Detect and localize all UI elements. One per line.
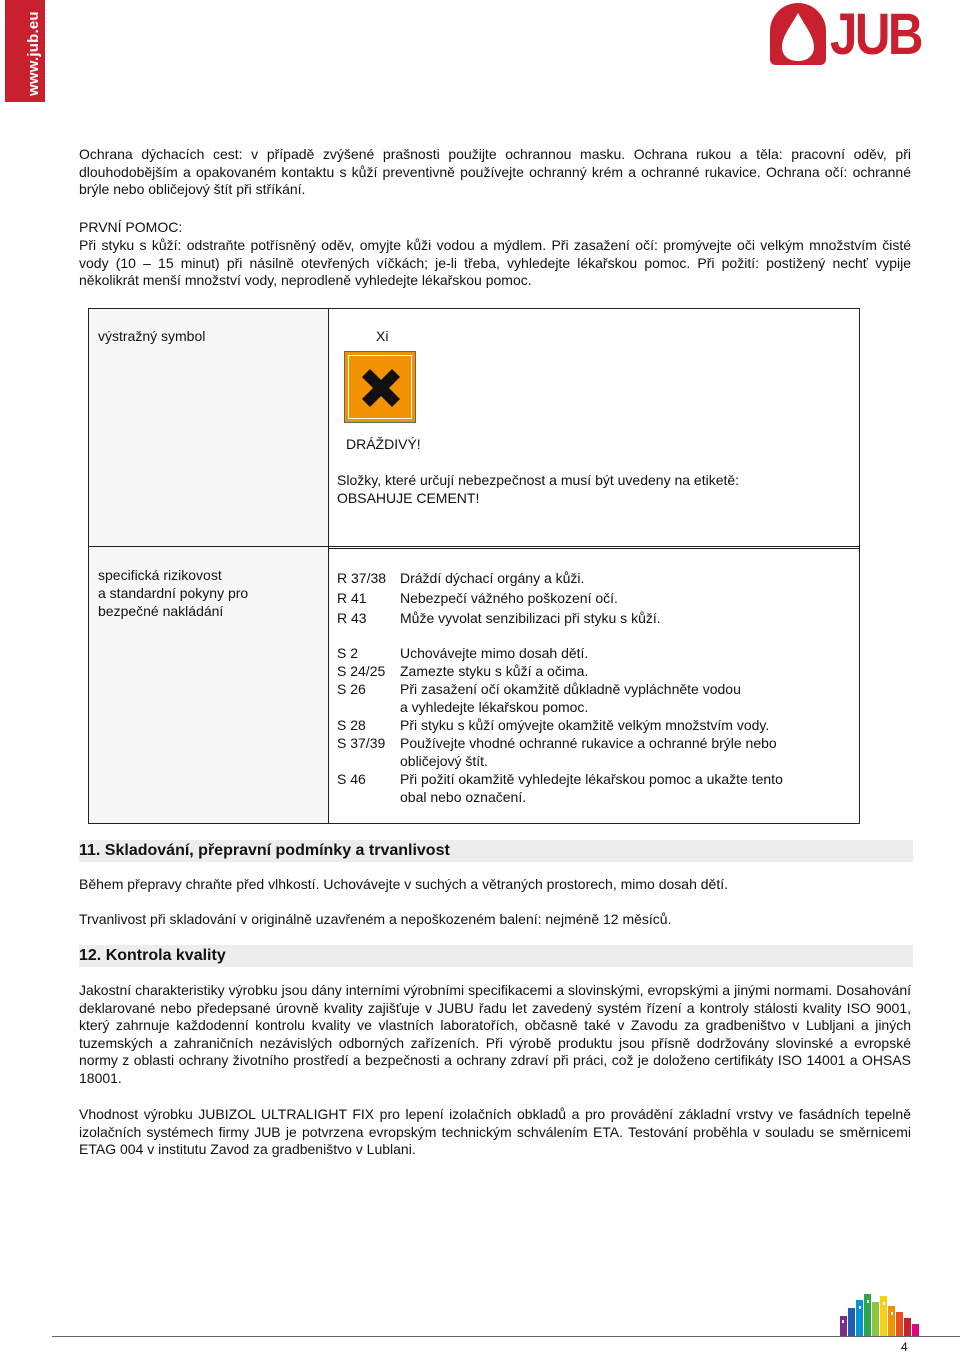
warning-symbol-label-cell (89, 309, 329, 548)
s-phrase-continuation: obličejový štít. (400, 753, 488, 769)
section-12-p2: Vhodnost výrobku JUBIZOL ULTRALIGHT FIX pro lepení izolačních obkladů a pro provádění základní vrstvy ve fasádních tepelně izolačních systémech firmy JUB je potvrzena evropským technickým schválením ETA. Testování proběhla v souladu se směrnicemi ETAG 004 v institutu Zavod za gradbeništvo v Lublani. (79, 1106, 911, 1158)
s-phrase-continuation: obal nebo označení. (400, 789, 527, 805)
s-phrase: S 37/39 Používejte vhodné ochranné rukavice a ochranné brýle nebo (337, 735, 777, 751)
first-aid-title: PRVNÍ POMOC: (79, 219, 183, 235)
section-11-heading: 11. Skladování, přepravní podmínky a trvanlivost (79, 840, 913, 862)
s-phrase: S 2 Uchovávejte mimo dosah dětí. (337, 645, 589, 661)
irritant-cross-icon (344, 351, 416, 423)
risk-label-line: specifická rizikovost (98, 567, 222, 583)
footer-line (52, 1336, 960, 1337)
r-phrase: R 37/38 Dráždí dýchací orgány a kůži. (337, 570, 585, 586)
protection-paragraph: Ochrana dýchacích cest: v případě zvýšené prašnosti použijte ochrannou masku. Ochrana rukou a těla: pracovní oděv, při dlouhodobějším a opakovaném kontaktu s kůží preventivně používejte ochranný krém a ochranné rukavice. Ochrana očí: ochranné brýle nebo obličejový štít při stříkání. (79, 146, 911, 198)
s-phrase: S 26 Při zasažení očí okamžitě důkladně vypláchněte vodou (337, 681, 741, 697)
label-note-line1: Složky, které určují nebezpečnost a musí být uvedeny na etiketě: (337, 472, 740, 488)
warning-symbol-label: výstražný symbol (98, 328, 206, 344)
r-phrase: R 43 Může vyvolat senzibilizaci při styku s kůží. (337, 610, 661, 626)
risk-label-line: bezpečné nakládání (98, 603, 224, 619)
section-11-p2: Trvanlivost při skladování v originálně uzavřeném a nepoškozeném balení: nejméně 12 měsíců. (79, 911, 672, 927)
r-phrase: R 41 Nebezpečí vážného poškození očí. (337, 590, 618, 606)
warning-symbol-table (88, 308, 860, 549)
s-phrase-continuation: a vyhledejte lékařskou pomoc. (400, 699, 589, 715)
symbol-code: Xi (376, 328, 389, 344)
website-tab (5, 0, 45, 102)
page-number: 4 (901, 1340, 908, 1354)
risk-label-line: a standardní pokyny pro (98, 585, 249, 601)
section-12-p1: Jakostní charakteristiky výrobku jsou dány interními výrobními specifikacemi a slovinskými, evropskými a jinými normami. Dosahování deklarované nebo předepsané úrovně kvality zajišťuje v JUBU řadu let zavedený systém řízení a kontroly stálosti kvality ISO 9001, který zahrnuje každodenní kontrolu kvality ve vlastních laboratořích, občasně také v Zavodu za gradbeništvo v Lubljani a jiných tuzemských a zahraničních nezávislých odborných zařízeních. Při výrobě produktu jsou přísně dodržovány slovinské a evropské normy z oblasti ochrany životního prostředí a bezpečnosti a ochrany zdraví při práci, což je doloženo certifikáty ISO 14001 a OHSAS 18001. (79, 982, 911, 1086)
colorful-buildings-icon (838, 1292, 938, 1340)
logo-text: JUB (830, 2, 921, 67)
symbol-name: DRÁŽDIVÝ! (346, 436, 421, 452)
risk-label-cell (89, 547, 329, 823)
s-phrase: S 24/25 Zamezte styku s kůží a očima. (337, 663, 589, 679)
r-phrases-list (337, 569, 847, 629)
s-phrases-list (337, 644, 847, 806)
label-note-line2: OBSAHUJE CEMENT! (337, 490, 480, 506)
s-phrase: S 46 Při požití okamžitě vyhledejte lékařskou pomoc a ukažte tento (337, 771, 783, 787)
section-11-p1: Během přepravy chraňte před vlhkostí. Uchovávejte v suchých a větraných prostorech, mimo dosah dětí. (79, 876, 728, 892)
risk-phrases-table (88, 546, 860, 824)
s-phrase: S 28 Při styku s kůží omývejte okamžitě velkým množstvím vody. (337, 717, 770, 733)
first-aid-paragraph: Při styku s kůží: odstraňte potřísněný oděv, omyjte kůži vodou a mýdlem. Při zasažení očí: promývejte oči velkým množstvím čisté vody (10 – 15 minut) při násilně otevřených víčkách; je-li třeba, vyhledejte lékařskou pomoc. Při požití: postižený nechť vypije několikrát menší množství vody, neprodleně vyhledejte lékařskou pomoc. (79, 237, 911, 289)
website-url: www.jub.eu (25, 11, 42, 96)
section-12-heading: 12. Kontrola kvality (79, 945, 913, 967)
jub-logo (770, 2, 921, 69)
logo-drop-icon (770, 3, 826, 65)
